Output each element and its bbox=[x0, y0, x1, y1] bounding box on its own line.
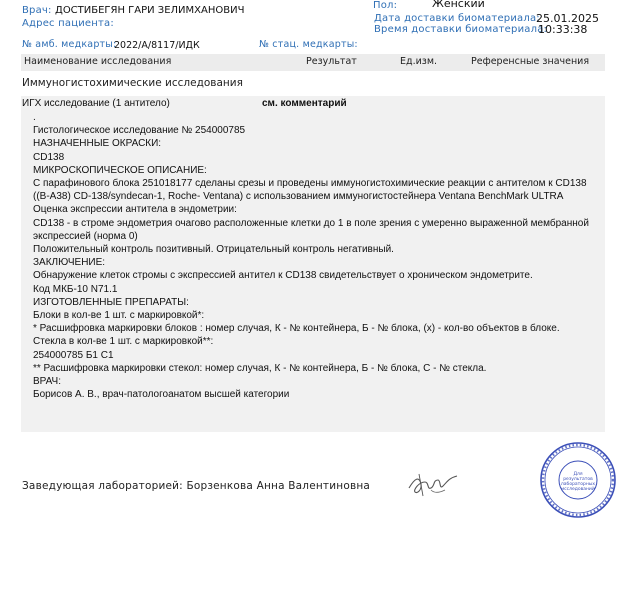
test-result: см. комментарий bbox=[262, 98, 347, 109]
sex-value: Женский bbox=[432, 0, 485, 10]
doctor-label: Врач: bbox=[22, 5, 52, 16]
comment-line: ** Расшифровка маркировки стекол: номер случая, К - № контейнера, Б - № блока, С - № стекла. bbox=[33, 362, 487, 374]
patient-address-label: Адрес пациента: bbox=[22, 18, 114, 29]
outpatient-card-label: № амб. медкарты: bbox=[22, 39, 117, 50]
delivery-time-label: Время доставки биоматериала: bbox=[374, 24, 548, 35]
lab-head: Заведующая лабораторией: Борзенкова Анна Валентиновна bbox=[22, 480, 371, 492]
inpatient-card-label: № стац. медкарты: bbox=[259, 39, 358, 50]
comment-line: Гистологическое исследование № 254000785 bbox=[33, 125, 246, 137]
comment-line: Код МКБ-10 N71.1 bbox=[33, 283, 118, 295]
section-title: Иммуногистохимические исследования bbox=[22, 77, 243, 89]
column-name: Наименование исследования bbox=[24, 56, 172, 67]
comment-line: 254000785 Б1 С1 bbox=[33, 349, 114, 361]
doctor-name: ДОСТИБЕГЯН ГАРИ ЗЕЛИМХАНОВИЧ bbox=[55, 5, 245, 16]
outpatient-card-value: 2022/А/8117/ИДК bbox=[114, 40, 200, 51]
column-result: Результат bbox=[306, 56, 357, 67]
column-units: Ед.изм. bbox=[400, 56, 438, 67]
comment-line: . bbox=[33, 112, 36, 123]
comment-line: Борисов А. В., врач-патологоанатом высшей категории bbox=[33, 389, 290, 401]
svg-text:результатов: результатов bbox=[563, 477, 593, 482]
comment-line: ЗАКЛЮЧЕНИЕ: bbox=[33, 257, 106, 269]
comment-text bbox=[33, 111, 605, 401]
comment-line: ИЗГОТОВЛЕННЫЕ ПРЕПАРАТЫ: bbox=[33, 296, 189, 308]
comment-line: CD138 - в строме эндометрия очагово расположенные клетки до 1 в поле зрения с умеренно выраженной мембранной экспрессией (норма 0) bbox=[33, 217, 589, 242]
comment-line: CD138 bbox=[33, 151, 65, 163]
delivery-time-value: 10:33:38 bbox=[538, 23, 588, 36]
delivery-date-value: 25.01.2025 bbox=[536, 12, 599, 25]
comment-line: * Расшифровка маркировки блоков : номер случая, К - № контейнера, Б - № блока, (х) - кол-во объектов в блоке. bbox=[33, 323, 560, 335]
comment-line: Стекла в кол-ве 1 шт. с маркировкой**: bbox=[33, 336, 214, 348]
sex-label: Пол: bbox=[373, 0, 398, 11]
comment-line: Обнаружение клеток стромы с экспрессией антител к CD138 свидетельствует о хроническом эндометрите. bbox=[33, 270, 533, 282]
test-name: ИГХ исследование (1 антитело) bbox=[22, 98, 170, 109]
comment-line: МИКРОСКОПИЧЕСКОЕ ОПИСАНИЕ: bbox=[33, 164, 207, 176]
signature-image bbox=[405, 470, 461, 504]
comment-line: ВРАЧ: bbox=[33, 376, 62, 388]
table-header bbox=[21, 54, 605, 71]
comment-line: Оценка экспрессии антитела в эндометрии: bbox=[33, 204, 237, 216]
stamp-seal bbox=[538, 440, 618, 524]
comment-line: С парафинового блока 251018177 сделаны срезы и проведены иммуногистохимические реакции с антителом к CD138 ((B-A38) CD-138/syndecan-1, Roche- Ventana) с использованием иммуногистостейнера Ventana BenchMark ULTRA bbox=[33, 178, 587, 203]
column-reference: Референсные значения bbox=[471, 56, 590, 67]
svg-text:исследований: исследований bbox=[561, 487, 595, 492]
comment-line: Блоки в кол-ве 1 шт. с маркировкой*: bbox=[33, 310, 205, 322]
svg-text:Для: Для bbox=[573, 472, 583, 477]
svg-text:лабораторных: лабораторных bbox=[560, 482, 596, 487]
delivery-date-label: Дата доставки биоматериала: bbox=[374, 13, 540, 24]
comment-line: Положительный контроль позитивный. Отрицательный контроль негативный. bbox=[33, 244, 394, 256]
comment-line: НАЗНАЧЕННЫЕ ОКРАСКИ: bbox=[33, 138, 162, 150]
